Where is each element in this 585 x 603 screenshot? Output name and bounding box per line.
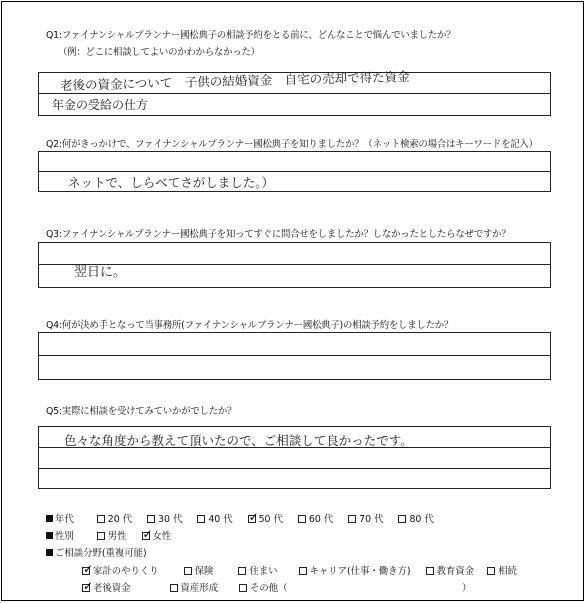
answer-box-4: [38, 332, 550, 380]
age-option-20[interactable]: 20 代: [97, 511, 132, 525]
answer-box-1: [38, 68, 550, 116]
checkbox-icon[interactable]: [348, 515, 356, 523]
checkbox-icon[interactable]: [298, 515, 306, 523]
checkbox-icon[interactable]: [184, 567, 192, 575]
checkbox-icon[interactable]: [487, 567, 495, 575]
gender-option-male[interactable]: 男性: [97, 528, 127, 542]
checkbox-icon[interactable]: [197, 515, 205, 523]
age-option-30[interactable]: 30 代: [147, 511, 182, 525]
answer-1-line-2: 年金の受給の仕方: [52, 98, 149, 112]
checkbox-icon[interactable]: [239, 584, 247, 592]
field-option-assets[interactable]: 資産形成: [170, 580, 219, 594]
other-close-paren: ）: [462, 583, 472, 594]
checkbox-checked-icon[interactable]: [142, 532, 150, 540]
age-label: 年代: [55, 514, 74, 525]
answer-1-line-1: 老後の資金について 子供の結婚資金 自宅の売却で得た資金: [59, 68, 410, 93]
question-1-prompt: Q1:ファイナンシャルプランナー國松典子の相談予約をとる前に、どんなことで悩んでいましたか？: [46, 30, 456, 41]
checkbox-icon[interactable]: [426, 567, 434, 575]
checkbox-icon[interactable]: [398, 515, 406, 523]
field-header: [46, 545, 147, 559]
age-row: [46, 511, 446, 525]
question-2-prompt: Q2:何がきっかけで、ファイナンシャルプランナー國松典子を知りましたか？（ネット検索の場合はキーワードを記入）: [46, 139, 538, 150]
checkbox-checked-icon[interactable]: [248, 515, 256, 523]
field-row-1: [82, 563, 517, 577]
bullet-square-icon: [46, 515, 53, 522]
field-option-career[interactable]: キャリア(仕事・働き方): [299, 563, 411, 577]
checkbox-icon[interactable]: [97, 515, 105, 523]
answer-box-5: [38, 426, 550, 489]
field-label: ご相談分野(重複可能): [55, 548, 147, 559]
age-option-50[interactable]: ✓ 50 代: [248, 511, 283, 525]
question-1-example: （例：どこに相談してよいのかわからなかった）: [58, 47, 260, 58]
field-option-inheritance[interactable]: 相続: [487, 563, 517, 577]
checkbox-icon[interactable]: [97, 532, 105, 540]
age-option-80[interactable]: 80 代: [398, 511, 433, 525]
field-option-housing[interactable]: 住まい: [238, 563, 277, 577]
age-option-70[interactable]: 70 代: [348, 511, 383, 525]
answer-5-line-1: 色々な角度から教えて頂いたので、ご相談して良かったです。: [64, 433, 413, 448]
checkbox-checked-icon[interactable]: [82, 584, 90, 592]
checkbox-icon[interactable]: [238, 567, 246, 575]
gender-row: [46, 528, 183, 542]
checkbox-icon[interactable]: [147, 515, 155, 523]
field-option-education[interactable]: 教育資金: [426, 563, 475, 577]
field-option-insurance[interactable]: 保険: [184, 563, 214, 577]
answer-box-3: [38, 242, 550, 288]
question-4-prompt: Q4:何が決め手となって当事務所(ファイナンシャルプランナー國松典子)の相談予約をしましたか？: [46, 320, 454, 331]
checkbox-icon[interactable]: [170, 584, 178, 592]
field-option-retirement[interactable]: ✓老後資金: [82, 580, 131, 594]
question-3-prompt: Q3:ファイナンシャルプランナー國松典子を知ってすぐに問合せをしましたか？しなかったとしたらなぜですか？: [46, 229, 511, 240]
checkbox-icon[interactable]: [299, 567, 307, 575]
survey-form: [1, 1, 584, 601]
checkbox-checked-icon[interactable]: [82, 567, 90, 575]
answer-3-line-1: 翌日に。: [74, 265, 127, 280]
age-option-60[interactable]: 60 代: [298, 511, 333, 525]
answer-box-2: [38, 151, 550, 192]
bullet-square-icon: [46, 532, 53, 539]
gender-label: 性別: [55, 531, 74, 542]
answer-2-line-1: ネットで、しらべてさがしました。）: [68, 175, 275, 190]
field-row-2: [82, 580, 472, 594]
age-option-40[interactable]: 40 代: [197, 511, 232, 525]
bullet-square-icon: [46, 549, 53, 556]
gender-option-female[interactable]: ✓ 女性: [142, 528, 172, 542]
field-option-other[interactable]: その他（: [239, 580, 288, 594]
field-option-household[interactable]: ✓家計のやりくり: [82, 563, 159, 577]
question-5-prompt: Q5:実際に相談を受けてみていかがでしたか？: [46, 406, 237, 417]
